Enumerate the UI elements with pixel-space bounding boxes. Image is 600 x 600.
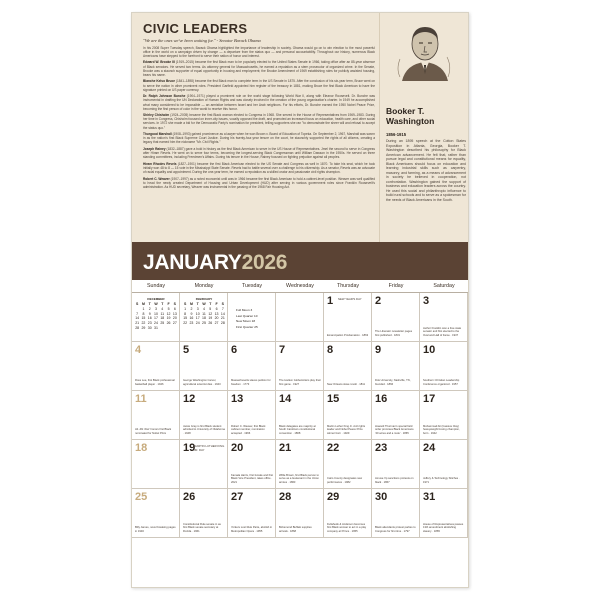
day-cell[interactable] [228,342,276,391]
day-number: 27 [231,491,244,503]
day-number: 20 [231,442,244,454]
day-event-note: Muhammad Ali (Cassius Clay) heavyweight boxing champion, born · 1942 [423,425,460,435]
quote: "We are the ones we've been waiting for." - Senator Barack Obama [143,38,261,43]
mini-calendar-day: 11 [160,311,165,316]
day-of-week-label: Thursday [336,283,360,289]
day-event-note: Alt. dbl 'disc' honors first Black nominated for Nobel Prize [135,428,172,435]
mini-calendar-day: 24 [195,321,200,326]
moon-phases [236,308,258,330]
mini-calendar-day: 1 [142,306,145,311]
day-number: 3 [423,295,430,307]
article-paragraph: Blanche Kelso Bruce (1841–1898) became the first Black man to complete term in the US Senate in 1875. After the conclusion of his six-year term, Bruce went on to serve the nation in other prominent roles. President Garfield appointed him register of the treasury in 1881, making Bruce the first Black American to have the signature printed on US paper currency. [143,79,375,92]
article-paragraph: Hiram Rhodes Revels (1827–1901) became the first Black American elected to the US Senate and Congress as well in 1870. To take his seat, which he took initially won 48 to 8 — 15 vote in the Mississippi State Senate. Revels had to battle several over a challenge to his citizenship. As a senator, Revels was an advocate of racial equality and appointment. During the one-year term, he earned a reputation as a skilled orator and passionate civil rights champion. [143,162,375,175]
mini-calendar-day: 27 [214,321,219,326]
mini-calendar-day: 8 [142,311,145,316]
mini-calendar-day: 6 [215,306,218,311]
top-panel [132,13,468,242]
mini-calendar-head: T [209,302,212,306]
mini-calendar-day: 25 [160,321,165,326]
mini-calendar-day: 12 [166,311,171,316]
mini-calendar-day: 4 [203,306,205,311]
day-number: 4 [135,344,142,356]
day-number: 12 [183,393,196,405]
mini-calendar-day: 16 [189,316,194,321]
day-number: 11 [135,393,147,405]
mini-calendar-day: 20 [172,316,177,321]
mini-calendar-day: 26 [166,321,171,326]
day-number: 28 [279,491,292,503]
day-number: 24 [423,442,436,454]
mini-calendar-day: 21 [135,321,140,326]
day-of-week-label: Sunday [147,283,165,289]
day-number: 10 [423,344,436,356]
day-cell[interactable] [276,293,324,342]
day-cell[interactable] [180,391,228,440]
day-cell[interactable] [228,440,276,489]
day-number: 2 [375,295,382,307]
page-title: CIVIC LEADERS [143,21,248,36]
mini-calendar-day: 24 [154,321,158,326]
day-cell[interactable] [276,440,324,489]
mini-calendar-day: 3 [155,306,157,311]
day-number: 31 [423,491,436,503]
calendar-page [131,12,469,588]
day-event-note: Fisk University, Nashville, TN, founded · 1866 [375,379,411,386]
mini-calendar-day: 17 [154,316,158,321]
day-cell[interactable] [132,342,180,391]
mini-calendar [134,297,178,331]
mini-calendar-day: 26 [208,321,213,326]
mini-calendar-day: 10 [195,311,200,316]
day-number: 17 [423,393,436,405]
mini-calendar-day: 19 [166,316,171,321]
mini-calendar-day: 5 [209,306,212,311]
day-number: 14 [279,393,292,405]
bio-years: 1856-1915 [386,132,407,137]
mini-calendar-head: S [135,302,139,306]
mini-calendar-day: 14 [135,316,140,321]
day-cell[interactable] [180,440,228,489]
portrait-illustration [392,19,456,81]
mini-calendar-day: 1 [184,306,187,311]
mini-calendar-day: 28 [220,321,225,326]
mini-calendar-day: 18 [202,316,206,321]
mini-calendar-day: 27 [172,321,177,326]
paragraph-lead: Blanche Kelso Bruce [143,79,176,84]
day-number: 25 [135,491,148,503]
day-event-note: Amuse Vp sanctions protests on black · 1867 [375,477,414,484]
day-cell[interactable] [372,489,420,538]
mini-calendar-title: DECEMBER [147,297,165,301]
moon-phase-item: First Quarter 25 [236,324,258,329]
day-event-note: Kamala Harris, first female and first Black Vice President, takes office · 2021 [231,474,273,484]
paragraph-lead: Dr. Ralph Johnson Bunche [143,94,187,99]
day-event-note: Jamie Gray is first Black student admitted to University of Oklahoma · 1948 [183,425,225,435]
mini-calendar-day: 7 [136,311,139,316]
mini-calendar-day: 10 [154,311,158,316]
day-cell[interactable] [228,391,276,440]
day-event-note: House of Representatives passes 13th amendment abolishing slavery · 1865 [423,523,464,533]
day-of-week-label: Wednesday [286,283,314,289]
article-paragraph: Dr. Ralph Johnson Bunche (1904–1971) played a prominent role on the world stage following World War II, along with Eleanor Roosevelt. Dr. Bunche was instrumental in drafting the UN Declaration of Human Rights and was closely involved in the creation of the young organization's charter. In 1949 he accomplished what many considered to be impossible — an armistice between Israel and her Arab neighbors. For his efforts, Dr. Bunche earned the 1950 Nobel Peace Prize, becoming the first person of color in the world to receive this honor. [143,94,375,111]
day-cell[interactable] [324,342,372,391]
mini-calendar [182,297,226,326]
mini-calendar-day: 25 [202,321,206,326]
article-paragraph: Thurgood Marshall (1908–1993) gained prominence as a lawyer when he won Brown v. Board of Education of Topeka. On September 2, 1967, Marshall was sworn in as the nation's first Black Supreme Court Justice. During his twenty-four-year tenure on the court, he staunchly supported the rights of all citizens, creating a legacy that earned him the nickname "Mr. Civil Rights." [143,132,375,145]
day-event-note: Billy James, novel breaking pages in 1946 [135,526,176,533]
bio-name: Booker T. Washington [386,106,435,126]
month-banner [132,242,468,280]
day-event-note: Howard Thurman's special field order promises Black Americans '40 acres and a mule' · 1865 [375,425,414,435]
day-event-note: Ross Lee, first Black professional basketball player · 1946 [135,379,175,386]
mini-calendar-head: S [221,302,225,306]
day-number: 16 [375,393,388,405]
article-paragraph: Joseph Rainey (1832–1887) gave a bold in history as the first Black American to serve in the US House of Representatives. Jmel the second to serve in Congress after Hiram Revels. He went on to serve four terms, becoming the longest-serving Black Congressman until William Dawson in the 1950s. He served on three standing committees, including Freedmen's Affairs. During his tenure in the House, Rainey focused on fighting prejudice against all peoples. [143,147,375,160]
day-number: 5 [183,344,190,356]
day-cell[interactable] [324,293,372,342]
holiday-label: NEW YEAR'S DAY [338,297,362,301]
mini-calendar-day: 23 [189,321,194,326]
mini-calendar-day: 21 [220,316,225,321]
day-event-note: Constitutional Rule senate in as first Black senate secretary at Florida · 1961 [183,523,221,533]
mini-calendar-day: 29 [141,325,146,330]
day-event-note: Yorkers Lost Rule Parte, abolish in Metropolitan Opera · 1955 [231,526,273,533]
day-event-note: Black delegates are majority at South Carolina's constitutional convention · 1868 [279,425,316,435]
mini-calendar-day [172,326,178,331]
day-cell[interactable] [324,489,372,538]
day-cell[interactable] [420,342,468,391]
mini-calendar-head: S [183,302,187,306]
paragraph-lead: Thurgood Marshall [143,132,173,137]
mini-calendar-day: 11 [202,311,206,316]
day-number: 19 [183,442,196,454]
day-number: 26 [183,491,196,503]
day-number: 1 [327,295,334,307]
mini-calendar-day: 15 [183,316,188,321]
mini-calendar-day: 13 [214,311,219,316]
paragraph-lead: Shirley Chisholm [143,113,171,118]
mini-calendar-day: 22 [183,321,188,326]
day-of-week-label: Friday [388,283,404,289]
day-of-week-label: Saturday [433,283,455,289]
day-event-note: The Liberator newsletter pages first published · 1831 [375,330,413,337]
mini-calendar-head: W [154,302,158,306]
month-grid [132,292,468,586]
day-cell[interactable] [420,391,468,440]
paragraph-lead: Edward W. Brooke III [143,60,176,65]
mini-calendar-day: 2 [148,306,151,311]
day-cell[interactable] [372,342,420,391]
day-event-note: Southern Christian Leadership Conference organized · 1957 [423,379,460,386]
day-event-note: Massachusetts slaves petition for freedom · 1773 [231,379,271,386]
day-event-note: Fullahedo & Anderson becomes first Black woman to act in a play company at Prince · 1955 [327,523,367,533]
mini-calendar-day: 28 [135,325,140,330]
mini-calendar-day: 17 [195,316,200,321]
mini-calendar-day: 5 [167,306,170,311]
day-event-note: George Washington Carver, agricultural scientist dies · 1943 [183,379,221,386]
day-of-week-label: Monday [194,283,214,289]
day-number: 6 [231,344,238,356]
day-cell[interactable] [132,391,180,440]
calendar-grid [132,280,468,587]
day-number: 23 [375,442,388,454]
day-cell[interactable] [276,342,324,391]
day-cell[interactable] [372,440,420,489]
mini-calendar-head: W [202,302,206,306]
day-cell[interactable] [420,440,468,489]
mini-calendar-title: FEBRUARY [195,297,213,301]
days-of-week [132,280,468,292]
day-number: 22 [327,442,340,454]
day-event-note: Willie Brown, first Black person to serve as a lieutenant in the Union armies · 1863 [279,474,319,484]
day-number: 15 [327,393,340,405]
day-cell[interactable] [372,391,420,440]
day-number: 30 [375,491,388,503]
mini-calendar-head: T [148,302,151,306]
mini-calendar-day: 15 [141,316,146,321]
day-event-note: Emancipation Proclamation · 1863 [327,333,369,337]
bio-panel [379,13,468,242]
day-of-week-label: Tuesday [241,283,263,289]
day-cell[interactable] [132,489,180,538]
article-paragraph: Edward W. Brooke III (1919–2015) became the first Black man to be popularly elected to the United States Senate in 1966, taking office after an 85-year absence of Black senators. He served two terms. As attorney general for Massachusetts, he earned a reputation as a stern prosecutor of organized crime. In the Senate, Brooke was a staunch supporter of equal opportunity in housing and employment; the Brooke Amendment of 1969 establishing rules for publicly assisted housing, bears his name. [143,60,375,77]
mini-calendar-head: M [189,302,193,306]
day-cell[interactable] [276,391,324,440]
article-paragraph: In his 2008 Super Tuesday speech, Barack Obama highlighted the importance of leadership in society. Obama would go on to win election to the most powerful office in the world on a campaign driven by change — a departure from the status quo — and personal accountability. Throughout our history, numerous Black Americans have stepped to the forefront to serve their nation of honor and interest. [143,45,375,58]
mini-calendar-day: 7 [221,306,224,311]
mini-calendar-head: F [215,302,218,306]
mini-calendar-day: 20 [214,316,219,321]
day-cell[interactable] [180,489,228,538]
month-title: JANUARY2026 [143,251,288,274]
moon-phase-item: Last Quarter 10 [236,313,258,318]
day-event-note: Author Franklin won a free state senator and first elected to the Oval and Hall of Fame · 1937 [423,327,462,337]
mini-calendar-day: 3 [196,306,199,311]
mini-calendar-day: 14 [220,311,225,316]
mini-calendar-day: 30 [147,325,152,330]
day-cell[interactable] [132,440,180,489]
holiday-label: MARTIN LUTHER KING JR. DAY [194,444,225,452]
day-cell[interactable] [420,293,468,342]
mini-calendar-day: 2 [190,306,193,311]
day-cell[interactable] [276,489,324,538]
day-number: 29 [327,491,340,503]
day-event-note: New Orleans slave revolt · 1811 [327,382,366,386]
day-cell[interactable] [324,440,372,489]
day-number: 7 [279,344,286,356]
day-number: 18 [135,442,148,454]
mini-calendar-day: 13 [172,311,177,316]
mini-calendar-day: 22 [141,321,146,326]
mini-calendar-day: 12 [208,311,213,316]
day-cell[interactable] [372,293,420,342]
moon-phase-item: Full Moon 3 [236,308,253,312]
day-number: 21 [279,442,292,454]
day-event-note: Black attendants protest parties to Congress for first time · 1797 [375,526,416,533]
article [143,21,375,237]
mini-calendar-day: 18 [160,316,165,321]
day-event-note: Bohemond Buffalo supplies arrivals · 1868 [279,526,312,533]
paragraph-lead: Robert C. Weaver [143,176,171,181]
mini-calendar-head: M [141,302,145,306]
mini-calendar-day: 8 [184,311,187,316]
paragraph-lead: Hiram Rhodes Revels [143,162,178,166]
mini-calendar-day: 9 [190,311,193,316]
day-cell[interactable] [180,342,228,391]
day-number: 13 [231,393,244,405]
day-event-note: Cairo County designates new performance · 1982 [327,477,363,484]
article-paragraph: Shirley Chisholm (1924–2005) became the first Black woman elected to Congress in 1968. She served in the House of Representatives from 1969–1983. During her time in Congress, Chisholm focused on inner-city issues, vocally opposed the draft, and promoted an increased focus on education, health care, and other social services. In 1972 she made a bid for the Democratic Party's nomination for president, telling supporters she ran "to demonstrate the sheer will and refusal to accept the status quo." [143,113,375,130]
day-event-note: Jeffery & Technology Stitches · 1971 [423,477,460,484]
mini-calendar-day: 4 [161,306,164,311]
day-cell[interactable] [420,489,468,538]
day-event-note: Robert C. Weaver, first Black cabinet member, nomination accepted · 1966 [231,425,266,435]
paragraph-lead: Joseph Rainey [143,147,167,152]
bio-text: During an 1895 speech at the Cotton States Exposition in Atlanta, Georgia, Booker T. Washington described his philosophy for Black American advancement. He felt that, rather than pursue legal and constitutional means for equality, Black Americans should focus on education and learning industrial skills such as carpentry, masonry, and farming, as a means of advancement in society he believed in cooperation, not confrontation. Washington gained the support of business and education leaders across the country. He used this social and philanthropic influence to build rural schools and to serve as a spokesman for the needs of Black Americans in the South. [386,139,466,202]
article-paragraph: Robert C. Weaver (1907–1997) as a noted economist until was in 1966 became the first Black American to hold a cabinet-level position. Weaver was well qualified to head the newly created Department of Housing and Urban Development (HUD) after serving in various government roles since Franklin Roosevelt's administration. As HUD secretary, Weaver was instrumental in the passing of the 1968 Fair Housing Act. [143,176,375,190]
day-event-note: The Harlem Globetrotters play their first game · 1927 [279,379,321,386]
moon-phase-item: New Moon 18 [236,319,256,323]
day-event-note: Martin Luther King Jr. civil rights leader and Nobel Peace Prize winner born · 1929 [327,425,366,435]
mini-calendar-day: 16 [147,316,152,321]
paragraphs [143,46,375,190]
mini-calendar-head: T [161,302,164,306]
day-number: 8 [327,344,334,356]
mini-calendar-day: 23 [147,321,152,326]
mini-calendar-head: S [173,302,177,306]
day-number: 9 [375,344,382,356]
mini-calendar-day: 19 [208,316,213,321]
day-cell[interactable] [228,489,276,538]
day-cell[interactable] [324,391,372,440]
mini-calendar-day: 6 [173,306,176,311]
mini-calendar-head: T [196,302,199,306]
mini-calendar-head: F [167,302,170,306]
mini-calendar-day: 31 [154,325,158,330]
mini-calendar-day: 9 [148,311,151,316]
